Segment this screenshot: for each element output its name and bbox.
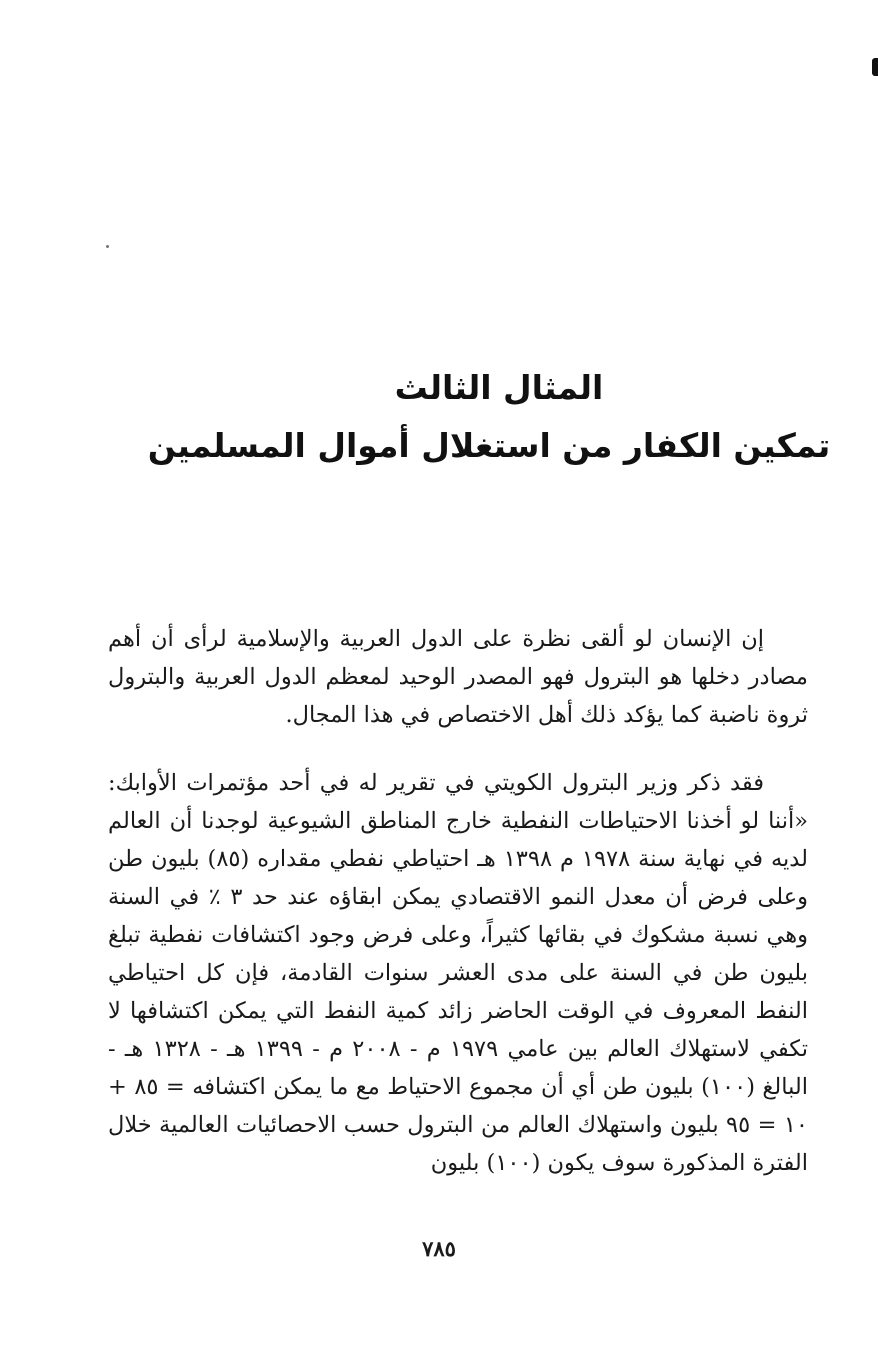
page-edge-mark [872,58,878,76]
page-number: ٧٨٥ [422,1236,456,1261]
chapter-title: المثال الثالث [394,368,604,407]
paragraph-quote [108,764,808,1182]
paragraph-intro [108,620,808,734]
scan-speck [106,245,109,248]
paragraph-text: فقد ذكر وزير البترول الكويتي في تقرير له في أحد مؤتمرات الأوابك: «أننا لو أخذنا الاحتياطات النفطية خارج المناطق الشيوعية لوجدنا أن العالم لديه في نهاية سنة ١٩٧٨ م ١٣٩٨ هـ احتياطي نفطي مقداره (٨٥) بليون طن وعلى فرض أن معدل النمو الاقتصادي يمكن ابقاؤه عند حد ٣ ٪ في السنة وهي نسبة مشكوك في بقائها كثيراً، وعلى فرض وجود اكتشافات نفطية تبلغ بليون طن في السنة على مدى العشر سنوات القادمة، فإن كل احتياطي النفط المعروف في الوقت الحاضر زائد كمية النفط التي يمكن اكتشافها لا تكفي لاستهلاك العالم بين عامي ١٩٧٩ م - ٢٠٠٨ م - ١٣٩٩ هـ - ١٣٢٨ هـ - البالغ (١٠٠) بليون طن أي أن مجموع الاحتياط مع ما يمكن اكتشافه = ٨٥ + ١٠ = ٩٥ بليون واستهلاك العالم من البترول حسب الاحصائيات العالمية خلال الفترة المذكورة سوف يكون (١٠٠) بليون [108,770,808,1176]
chapter-subtitle: تمكين الكفار من استغلال أموال المسلمين [147,426,831,465]
paragraph-text: إن الإنسان لو ألقى نظرة على الدول العربية والإسلامية لرأى أن أهم مصادر دخلها هو البترول فهو المصدر الوحيد لمعظم الدول العربية والبترول ثروة ناضبة كما يؤكد ذلك أهل الاختصاص في هذا المجال. [108,626,808,728]
